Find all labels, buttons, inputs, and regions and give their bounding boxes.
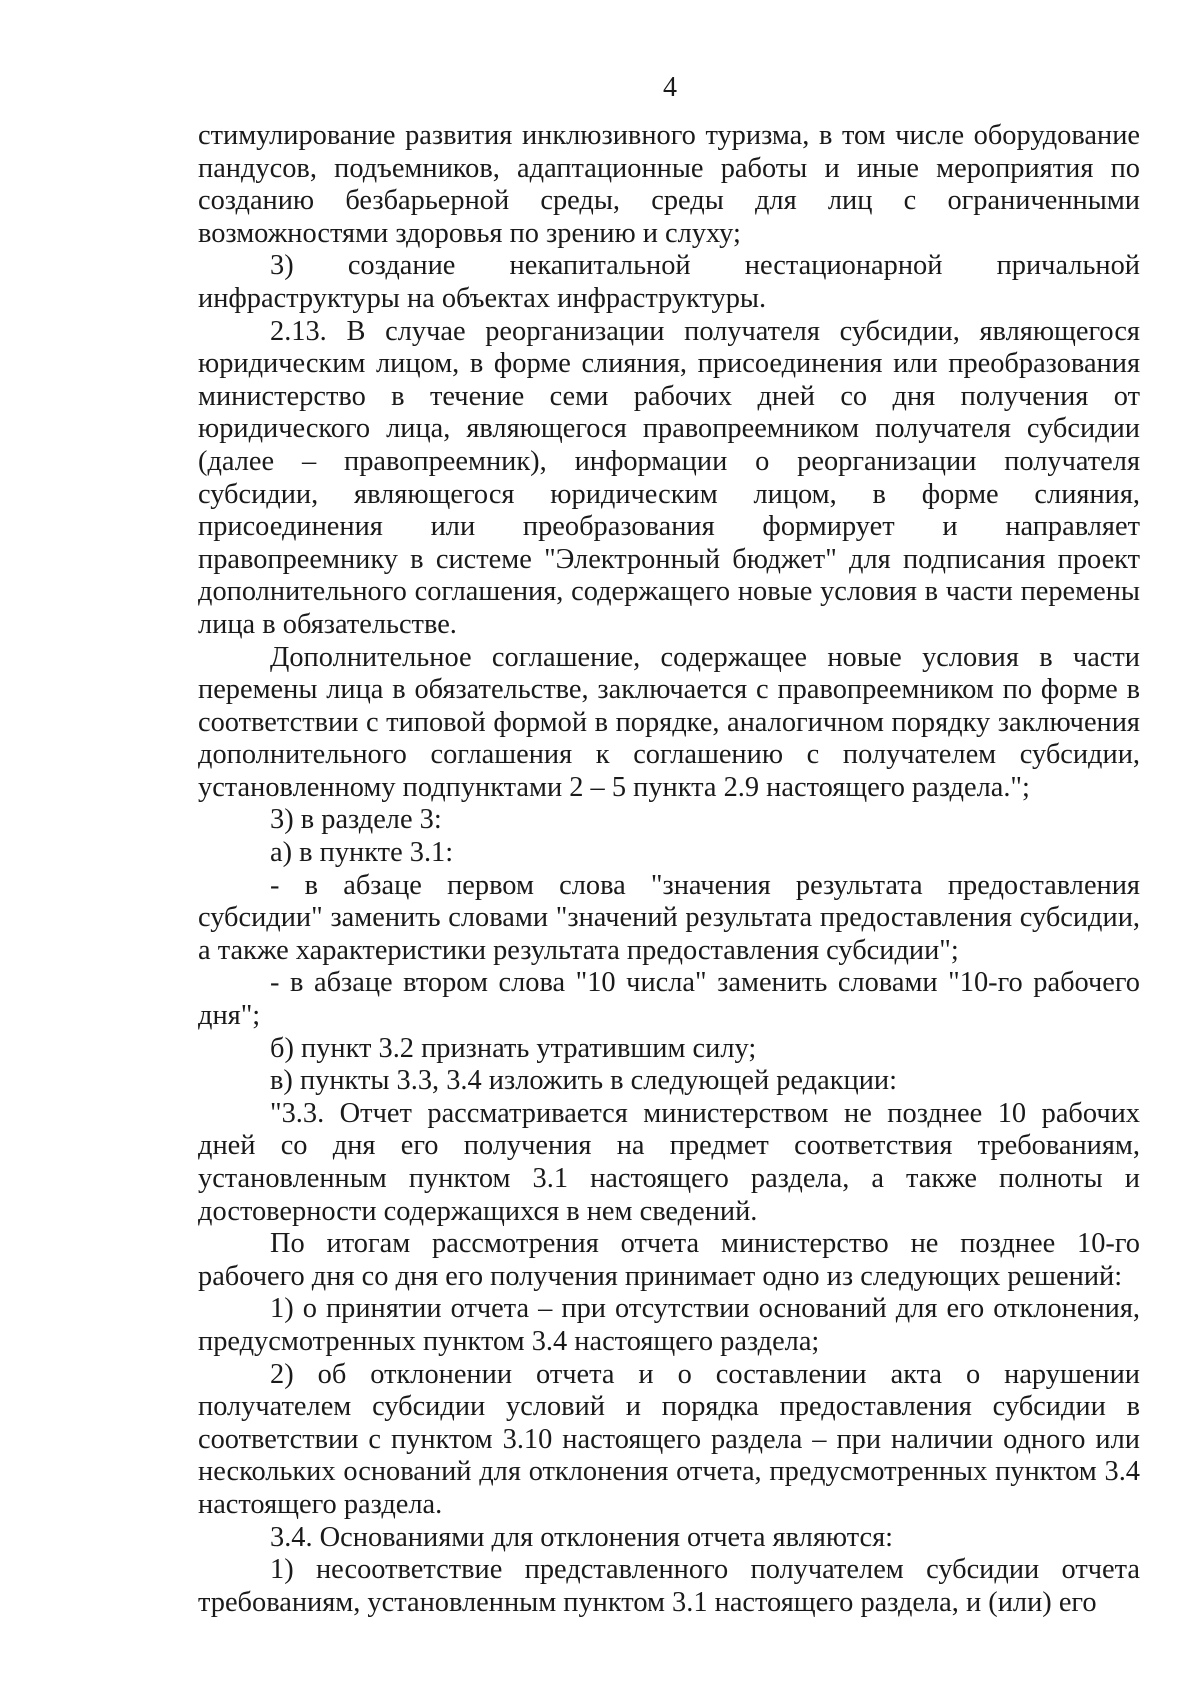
paragraph: 2.13. В случае реорганизации получателя субсидии, являющегося юридическим лицом, в форме слияния, присоединения или преобразования министерство в течение семи рабочих дней со дня получения от юридического лица, являющегося правопреемником получателя субсидии (далее – правопреемник), информации о реорганизации получателя субсидии, являющегося юридическим лицом, в форме слияния, присоединения или преобразования формирует и направляет правопреемнику в системе "Электронный бюджет" для подписания проект дополнительного соглашения, содержащего новые условия в части перемены лица в обязательстве. [198,315,1140,640]
paragraph: 3) создание некапитальной нестационарной причальной инфраструктуры на объектах инфраструктуры. [198,250,1140,314]
page-number: 4 [663,72,677,103]
paragraph: По итогам рассмотрения отчета министерство не позднее 10-го рабочего дня со дня его получения принимает одно из следующих решений: [198,1228,1140,1292]
document-body [198,120,1140,1619]
paragraph: - в абзаце втором слова "10 числа" заменить словами "10-го рабочего дня"; [198,967,1140,1032]
paragraph: а) в пункте 3.1: [270,837,454,869]
paragraph: "3.3. Отчет рассматривается министерством не позднее 10 рабочих дней со дня его получения на предмет соответствия требованиям, установленным пунктом 3.1 настоящего раздела, а также полноты и достоверности содержащихся в нем сведений. [198,1097,1140,1227]
paragraph: 3.4. Основаниями для отклонения отчета являются: [270,1521,894,1553]
paragraph: б) пункт 3.2 признать утратившим силу; [270,1032,757,1064]
paragraph: - в абзаце первом слова "значения результата предоставления субсидии" заменить словами "значений результата предоставления субсидии, а также характеристики результата предоставления субсидии"; [198,869,1140,966]
paragraph: стимулирование развития инклюзивного туризма, в том числе оборудование пандусов, подъемников, адаптационные работы и иные мероприятия по созданию безбарьерной среды, среды для лиц с ограниченными возможностями здоровья по зрению и слуху; [198,120,1140,249]
paragraph: 1) несоответствие представленного получателем субсидии отчета требованиям, установленным пунктом 3.1 настоящего раздела, и (или) его [198,1554,1140,1618]
paragraph: в) пункты 3.3, 3.4 изложить в следующей редакции: [270,1065,897,1097]
paragraph: 2) об отклонении отчета и о составлении акта о нарушении получателем субсидии условий и порядка предоставления субсидии в соответствии с пунктом 3.10 настоящего раздела – при наличии одного или нескольких оснований для отклонения отчета, предусмотренных пунктом 3.4 настоящего раздела. [198,1358,1140,1520]
paragraph: 1) о принятии отчета – при отсутствии оснований для его отклонения, предусмотренных пунктом 3.4 настоящего раздела; [198,1293,1140,1357]
paragraph: 3) в разделе 3: [270,804,442,836]
paragraph: Дополнительное соглашение, содержащее новые условия в части перемены лица в обязательстве, заключается с правопреемником по форме в соответствии с типовой формой в порядке, аналогичном порядку заключения дополнительного соглашения к соглашению с получателем субсидии, установленному подпунктами 2 – 5 пункта 2.9 настоящего раздела."; [198,641,1140,803]
